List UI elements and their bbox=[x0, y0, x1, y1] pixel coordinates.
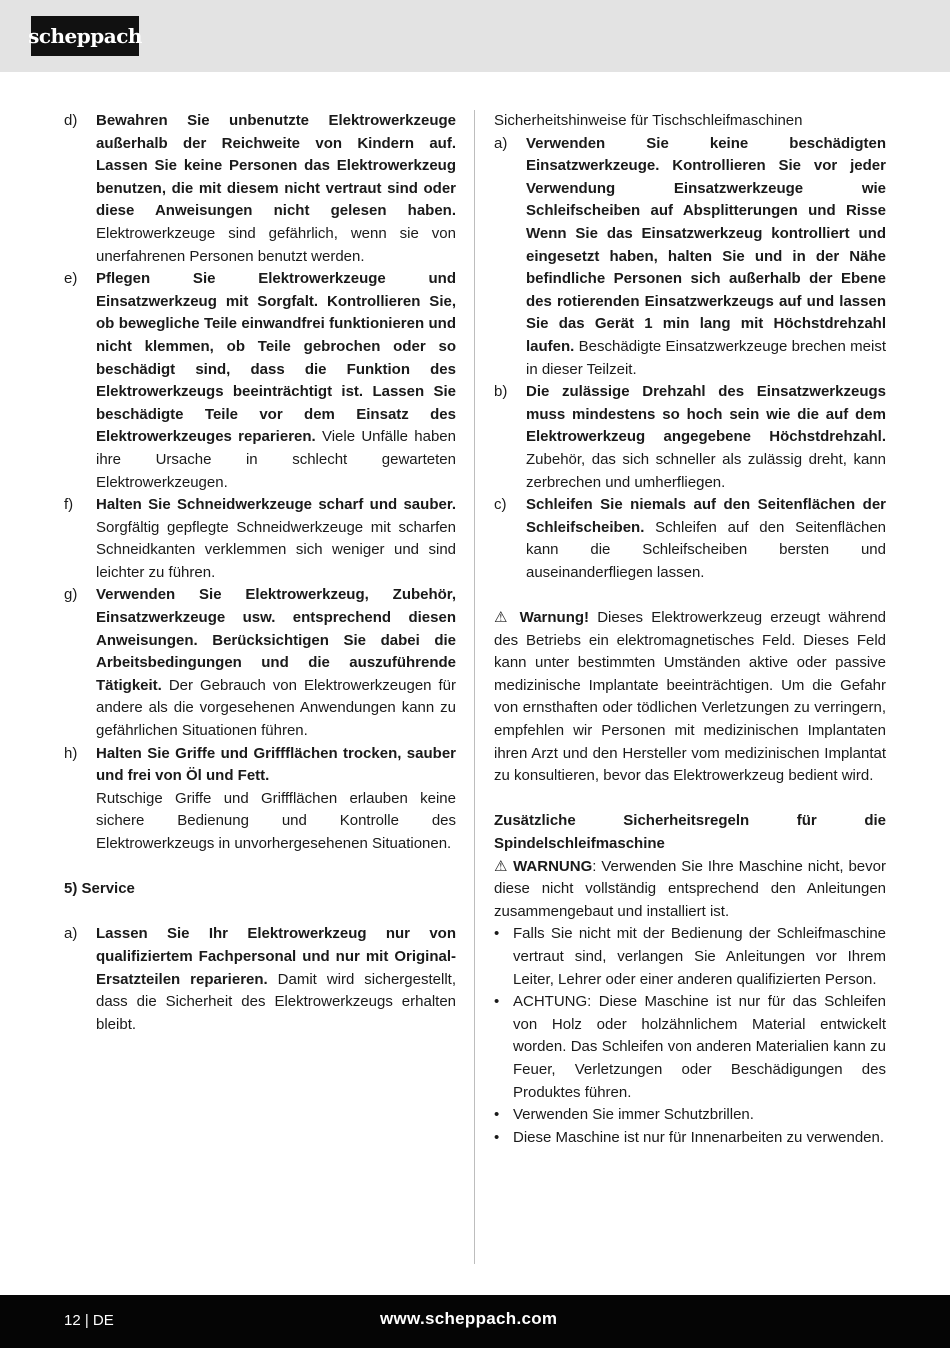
list-item-d bbox=[64, 110, 456, 268]
footer-bar bbox=[0, 1295, 950, 1348]
list-item-h bbox=[64, 743, 456, 856]
left-column bbox=[64, 110, 456, 1036]
item-label: e) bbox=[64, 270, 78, 288]
item-text: Damit wird sichergestellt, dass die Sicherheit des Elektrowerkzeugs erhalten bleibt. bbox=[96, 970, 456, 1033]
item-text: Schleifen auf den Seitenflächen kann die Schleifscheiben bersten und auseinanderfliegen lassen. bbox=[526, 518, 886, 581]
list-item-g bbox=[64, 584, 456, 742]
item-label: g) bbox=[64, 586, 78, 604]
bullet-icon: • bbox=[494, 993, 500, 1011]
warning2-text: : Verwenden Sie Ihre Maschine nicht, bevor diese nicht vollständig entsprechend den Anleitungen zusammengebaut und installiert ist. bbox=[494, 857, 886, 920]
bullet-icon: • bbox=[494, 1128, 500, 1146]
item-bold-text: Bewahren Sie unbenutzte Elektrowerkzeuge außerhalb der Reichweite von Kindern auf. Lassen Sie keine Personen das Elektrowerkzeug benutzen, die mit diesem nicht vertraut sind oder diese Anweisungen nicht gelesen haben. bbox=[96, 112, 456, 220]
item-label: c) bbox=[494, 496, 507, 514]
list-item-f bbox=[64, 494, 456, 584]
item-text: Zubehör, das sich schneller als zulässig dreht, kann zerbrechen und umherfliegen. bbox=[526, 450, 886, 491]
item-text: Der Gebrauch von Elektrowerkzeugen für andere als die vorgesehenen Anwendungen kann zu gefährlichen Situationen führen. bbox=[96, 676, 456, 740]
item-bold-text: Halten Sie Griffe und Griffflächen trocken, sauber und frei von Öl und Fett. bbox=[96, 744, 456, 785]
section-heading: Sicherheitshinweise für Tischschleifmaschinen bbox=[494, 112, 803, 129]
bullet-text: ACHTUNG: Diese Maschine ist nur für das Schleifen von Holz oder holzähnlichem Material entwickelt worden. Das Schleifen von anderen Materialien kann zu Feuer, Verletzungen oder Beschädigungen des Produktes führen. bbox=[513, 993, 886, 1101]
list-item-c bbox=[494, 494, 886, 584]
bullet-item bbox=[494, 991, 886, 1104]
header-band bbox=[0, 0, 950, 72]
item-text: Sorgfältig gepflegte Schneidwerkzeuge mit scharfen Schneidkanten verklemmen sich weniger und sind leichter zu führen. bbox=[96, 518, 456, 581]
item-label: d) bbox=[64, 112, 78, 129]
item-bold-text: Verwenden Sie keine beschädigten Einsatzwerkzeuge. Kontrollieren Sie vor jeder Verwendung Einsatzwerkzeuge wie Schleifscheiben auf Absplitterungen und Risse Wenn Sie das Einsatzwerkzeug kontrolliert und eingesetzt haben, halten Sie und in der Nähe befindliche Personen sich außerhalb der Ebene des rotierenden Einsatzwerkzeugs auf und lassen Sie das Gerät 1 min lang mit Höchstdrehzahl laufen. bbox=[526, 134, 886, 355]
bullet-item bbox=[494, 1127, 886, 1150]
bullet-item bbox=[494, 1104, 886, 1127]
column-divider bbox=[474, 110, 475, 1264]
website-link[interactable]: www.scheppach.com bbox=[380, 1309, 558, 1328]
bullet-list bbox=[494, 923, 886, 1149]
warning-paragraph bbox=[494, 607, 886, 788]
item-bold-text: Verwenden Sie Elektrowerkzeug, Zubehör, Einsatzwerkzeuge usw. entsprechend diesen Anweisungen. Berücksichtigen Sie dabei die Arbeitsbedingungen und die auszuführende Tätigkeit. bbox=[96, 586, 456, 694]
warning2-paragraph bbox=[494, 856, 886, 924]
item-text: Rutschige Griffe und Griffflächen erlauben keine sichere Bedienung und Kontrolle des Elektrowerkzeugs in unvorhergesehenen Situationen. bbox=[96, 789, 456, 852]
page-number: 12 | DE bbox=[64, 1312, 114, 1329]
item-label: b) bbox=[494, 383, 508, 401]
right-column bbox=[494, 110, 886, 1149]
item-bold-text: Die zulässige Drehzahl des Einsatzwerkzeugs muss mindestens so hoch sein wie die auf dem Elektrowerkzeug angegebene Höchstdrehzahl. bbox=[526, 383, 886, 446]
item-bold-text: Lassen Sie Ihr Elektrowerkzeug nur von qualifiziertem Fachpersonal und nur mit Original-Ersatzteilen reparieren. bbox=[96, 925, 456, 988]
bullet-text: Falls Sie nicht mit der Bedienung der Schleifmaschine vertraut sind, verlangen Sie Anleitungen vor Ihrem Leiter, Lehrer oder einer anderen qualifizierten Person. bbox=[513, 925, 886, 988]
item-label: a) bbox=[64, 925, 78, 943]
item-bold-text: Schleifen Sie niemals auf den Seitenflächen der Schleifscheiben. bbox=[526, 496, 886, 536]
item-text: Elektrowerkzeuge sind gefährlich, wenn sie von unerfahrenen Personen benutzt werden. bbox=[96, 224, 456, 265]
item-label: a) bbox=[494, 134, 508, 152]
bullet-icon: • bbox=[494, 925, 500, 943]
item-label: h) bbox=[64, 744, 78, 762]
item-text: Beschädigte Einsatzwerkzeuge brechen meist in dieser Teilzeit. bbox=[526, 337, 886, 378]
scheppach-logo: scheppach bbox=[31, 16, 139, 56]
item-bold-text: Halten Sie Schneidwerkzeuge scharf und sauber. bbox=[96, 496, 456, 514]
item-text: Viele Unfälle haben ihre Ursache in schlecht gewarteten Elektrowerkzeugen. bbox=[96, 428, 456, 491]
list-item-service-a bbox=[64, 923, 456, 1036]
list-item-e bbox=[64, 268, 456, 494]
item-label: f) bbox=[64, 496, 74, 514]
warning-icon: ⚠ bbox=[494, 609, 512, 627]
warning2-label: WARNUNG bbox=[508, 857, 593, 875]
list-item-b bbox=[494, 381, 886, 494]
bullet-item bbox=[494, 923, 886, 991]
item-bold-text: Pflegen Sie Elektrowerkzeuge und Einsatzwerkzeug mit Sorgfalt. Kontrollieren Sie, ob bewegliche Teile einwandfrei funktionieren und nicht klemmen, ob Teile gebrochen oder so beschädigt sind, dass die Funktion des Elektrowerkzeugs beeinträchtigt ist. Lassen Sie beschädigte Teile vor dem Einsatz des Elektrowerkzeuges reparieren. bbox=[96, 270, 456, 446]
bullet-text: Verwenden Sie immer Schutzbrillen. bbox=[513, 1106, 754, 1124]
service-heading: 5) Service bbox=[64, 880, 135, 898]
list-item-a bbox=[494, 133, 886, 382]
warning-label: Warnung! bbox=[511, 609, 590, 627]
bullet-text: Diese Maschine ist nur für Innenarbeiten zu verwenden. bbox=[513, 1128, 885, 1146]
warning-text: Dieses Elektrowerkzeug erzeugt während des Betriebs ein elektromagnetisches Feld. Dieses Feld kann unter bestimmten Umständen aktive oder passive medizinische Implantate beeinträchtigen. Um die Gefahr von ernsthaften oder tödlichen Verletzungen zu verringern, empfehlen wir Personen mit medizinischen Implantaten ihren Arzt und den Hersteller vom medizinischen Implantat zu konsultieren, bevor das Elektrowerkzeug bedient wird. bbox=[494, 609, 886, 785]
extra-rules-heading: Zusätzliche Sicherheitsregeln für die Spindelschleifmaschine bbox=[494, 812, 886, 852]
bullet-icon: • bbox=[494, 1106, 500, 1124]
warning-icon: ⚠ bbox=[494, 857, 509, 875]
